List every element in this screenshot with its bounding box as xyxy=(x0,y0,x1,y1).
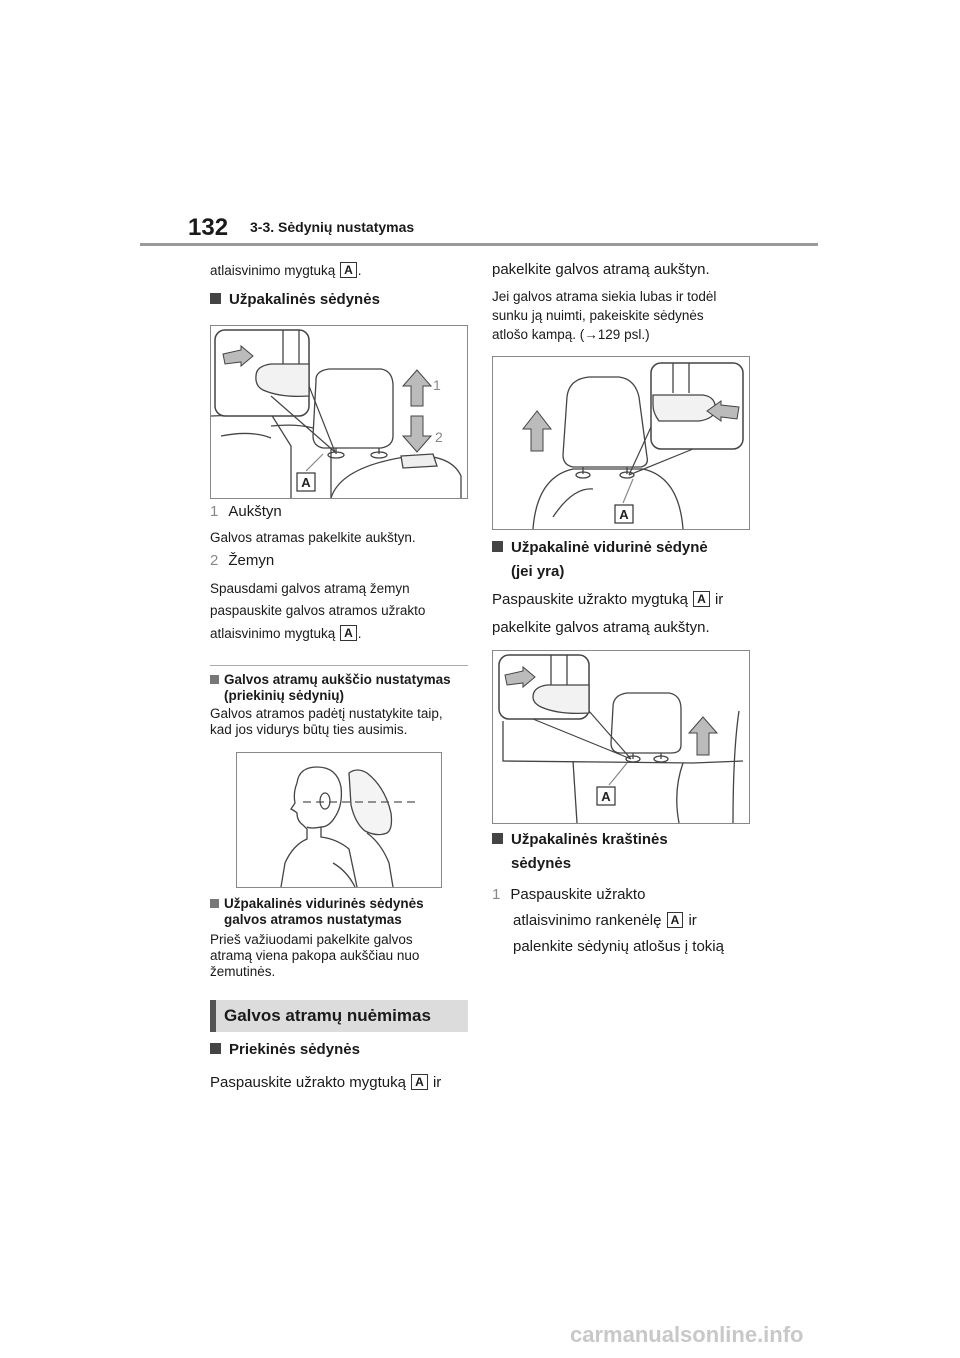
item-up-desc: Galvos atramas pakelkite aukštyn. xyxy=(210,530,416,545)
bullet-square-icon xyxy=(210,1043,221,1054)
text: atlaisvinimo rankenėlę xyxy=(513,912,662,929)
label-a: A xyxy=(693,591,710,607)
band-accent xyxy=(210,1000,216,1032)
figure-rear-middle-headrest-remove xyxy=(492,650,750,824)
item-title: Žemyn xyxy=(228,552,275,569)
heading-text: Užpakalinės kraštinės xyxy=(511,831,668,848)
text: atramą viena pakopa aukščiau nuo xyxy=(210,948,420,963)
item-title: Aukštyn xyxy=(228,503,282,520)
text: atlaisvinimo mygtuką xyxy=(210,626,336,641)
callout-1: 1 xyxy=(433,377,441,393)
label-a: A xyxy=(301,475,311,490)
watermark: carmanualsonline.info xyxy=(570,1322,804,1347)
label-a: A xyxy=(619,507,629,522)
illustration-front-headrest xyxy=(493,357,749,529)
note-ceiling xyxy=(492,287,716,344)
paragraph-release-button xyxy=(210,262,362,279)
paragraph-press-button-middle xyxy=(492,590,723,610)
item-release-lever xyxy=(492,882,724,960)
heading-text: Užpakalinės sėdynės xyxy=(229,291,380,308)
heading-text: Užpakalinė vidurinė sėdynė xyxy=(511,539,708,556)
item-number: 1 xyxy=(210,503,219,520)
label-a: A xyxy=(601,789,611,804)
text: Jei galvos atrama siekia lubas ir todėl xyxy=(492,289,717,304)
text: Paspauskite užrakto xyxy=(510,886,646,903)
page-number: 132 xyxy=(188,214,229,241)
illustration-rear-headrest xyxy=(211,326,467,498)
text: sunku ją nuimti, pakeiskite sėdynės xyxy=(492,308,704,323)
figure-front-headrest-remove xyxy=(492,356,750,530)
text: atlošo kampą. (→129 psl.) xyxy=(492,327,650,342)
text: žemutinės. xyxy=(210,964,276,979)
paragraph-lift-headrest: pakelkite galvos atramą aukštyn. xyxy=(492,261,710,278)
band-title: Galvos atramų nuėmimas xyxy=(224,1006,431,1025)
note-front-height-body xyxy=(210,706,443,738)
text: kad jos vidurys būtų ties ausimis. xyxy=(210,722,408,737)
text: palenkite sėdynių atlošus į tokią xyxy=(513,938,724,955)
note-rear-middle-title xyxy=(210,896,424,928)
figure-rear-headrest-adjust xyxy=(210,325,468,499)
label-a: A xyxy=(340,625,357,641)
text: Prieš važiuodami pakelkite galvos xyxy=(210,932,413,947)
note-front-height-title xyxy=(210,672,451,704)
bullet-square-icon xyxy=(492,833,503,844)
item-number: 1 xyxy=(492,886,501,903)
illustration-head-position xyxy=(237,753,441,887)
section-title: 3-3. Sėdynių nustatymas xyxy=(250,219,415,235)
header-rule xyxy=(140,243,818,246)
heading-text: sėdynės xyxy=(511,855,572,872)
text: Galvos atramos padėtį nustatykite taip, xyxy=(210,706,443,721)
heading-rear-seats xyxy=(210,290,380,310)
bullet-square-icon xyxy=(210,293,221,304)
text: Paspauskite užrakto mygtuką xyxy=(492,591,688,608)
label-a: A xyxy=(340,262,357,278)
bullet-square-icon xyxy=(210,899,219,908)
label-a: A xyxy=(411,1074,428,1090)
text: Galvos atramų aukščio nustatymas xyxy=(224,672,451,687)
section-band-removal xyxy=(210,1000,468,1032)
heading-front-seats xyxy=(210,1040,360,1060)
label-a: A xyxy=(667,912,684,928)
heading-text: Priekinės sėdynės xyxy=(229,1041,360,1058)
illustration-rear-middle-headrest xyxy=(493,651,749,823)
paragraph-press-button xyxy=(210,1073,441,1093)
paragraph-lift-headrest-middle: pakelkite galvos atramą aukštyn. xyxy=(492,619,710,636)
text: atlaisvinimo mygtuką xyxy=(210,263,336,278)
item-number: 2 xyxy=(210,552,219,569)
item-down-line1: Spausdami galvos atramą žemyn xyxy=(210,581,410,596)
text: . xyxy=(357,626,362,641)
text: (priekinių sėdynių) xyxy=(224,688,345,703)
text: ir xyxy=(688,912,697,929)
text: ir xyxy=(714,591,724,608)
bullet-square-icon xyxy=(492,541,503,552)
text: Paspauskite užrakto mygtuką xyxy=(210,1074,406,1091)
text: . xyxy=(357,263,362,278)
item-down-line3 xyxy=(210,625,362,642)
heading-rear-side-seats xyxy=(492,828,668,876)
figure-head-position xyxy=(236,752,442,888)
item-down xyxy=(210,551,274,571)
note-rear-middle-body xyxy=(210,932,419,980)
item-up xyxy=(210,502,282,522)
text: ir xyxy=(432,1074,442,1091)
heading-text: (jei yra) xyxy=(511,563,565,580)
callout-2: 2 xyxy=(435,429,443,445)
text: galvos atramos nustatymas xyxy=(224,912,402,927)
note-rule xyxy=(210,665,468,666)
bullet-square-icon xyxy=(210,675,219,684)
heading-rear-middle-seat xyxy=(492,536,708,584)
item-down-line2: paspauskite galvos atramos užrakto xyxy=(210,603,426,618)
text: Užpakalinės vidurinės sėdynės xyxy=(224,896,424,911)
